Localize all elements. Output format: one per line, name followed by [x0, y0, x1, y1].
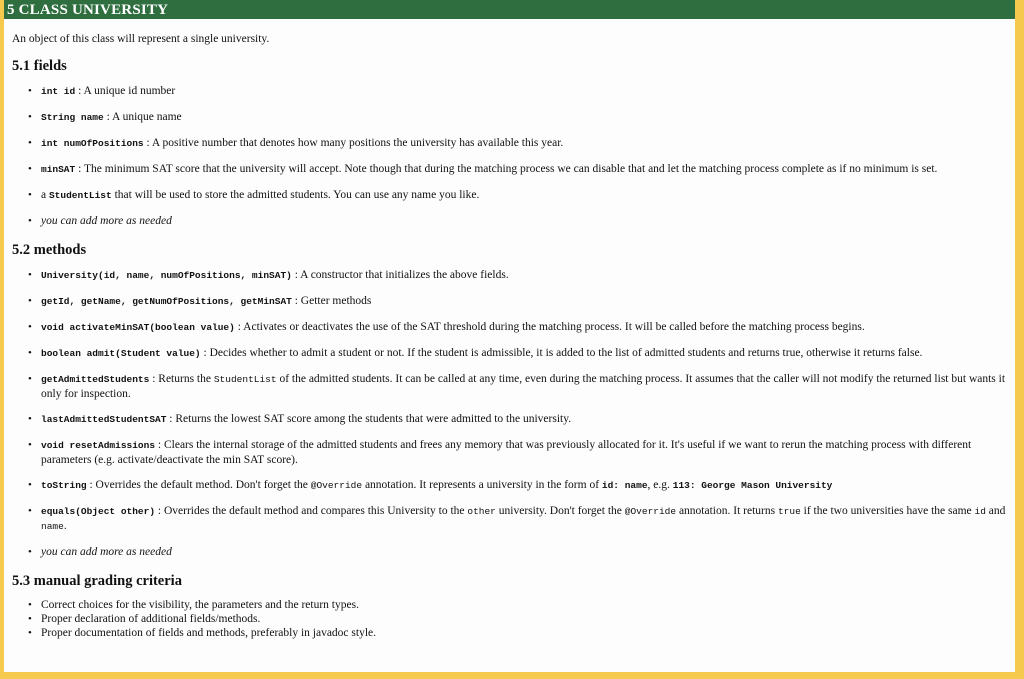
grading-heading: 5.3 manual grading criteria	[12, 573, 182, 589]
field-desc: that will be used to store the admitted students. You can use any name you like.	[111, 189, 480, 201]
field-desc: : The minimum SAT score that the university will accept. Note though that during the matching process we can disable that and let the matching process complete as if no minimum is set.	[75, 163, 938, 175]
field-item	[12, 84, 1007, 99]
field-code: int id	[41, 86, 76, 97]
method-code: getId, getName, getNumOfPositions, getMinSAT	[41, 296, 292, 307]
method-desc: annotation. It returns	[676, 505, 778, 517]
method-desc: : Decides whether to admit a student or not. If the student is admissible, it is added to the list of admitted students and returns true, otherwise it returns false.	[200, 347, 923, 359]
grading-item: • Proper documentation of fields and methods, preferably in javadoc style.	[12, 626, 1007, 640]
inline-code: id: name	[601, 480, 648, 491]
method-desc: and	[985, 505, 1006, 517]
field-more	[12, 214, 1007, 228]
method-desc: : Getter methods	[291, 295, 372, 307]
inline-code: @Override	[624, 506, 677, 517]
method-code: getAdmittedStudents	[41, 374, 150, 385]
field-desc: : A positive number that denotes how many positions the university has available this year.	[143, 137, 564, 149]
method-desc: : Overrides the default method. Don't forget the	[86, 479, 311, 491]
document-page	[4, 0, 1015, 672]
method-item	[12, 504, 1007, 534]
method-desc: , e.g.	[647, 479, 673, 491]
method-code: void resetAdmissions	[41, 440, 156, 451]
inline-code: true	[777, 506, 801, 517]
fields-heading: 5.1 fields	[12, 58, 67, 74]
inline-code: name	[41, 521, 64, 532]
inline-code: @Override	[310, 480, 363, 491]
method-code: lastAdmittedStudentSAT	[41, 414, 167, 425]
method-code: toString	[41, 480, 87, 491]
section-title: 5 CLASS UNIVERSITY	[4, 0, 1015, 19]
methods-heading: 5.2 methods	[12, 242, 87, 258]
field-prefix: a	[41, 189, 49, 201]
method-item	[12, 372, 1007, 401]
field-item	[12, 110, 1007, 125]
field-code: StudentList	[48, 190, 112, 201]
field-code: minSAT	[41, 164, 76, 175]
method-item	[12, 320, 1007, 335]
inline-code: id	[974, 506, 986, 517]
method-desc: : A constructor that initializes the above fields.	[291, 269, 509, 281]
method-more-text: you can add more as needed	[41, 546, 172, 558]
method-more	[12, 545, 1007, 559]
field-item	[12, 136, 1007, 151]
method-item	[12, 438, 1007, 467]
section-content	[4, 32, 1015, 640]
field-code: int numOfPositions	[41, 138, 144, 149]
field-code: String name	[41, 112, 104, 123]
method-code: void activateMinSAT(boolean value)	[41, 322, 235, 333]
method-code: equals(Object other)	[41, 506, 156, 517]
grading-item: • Proper declaration of additional fields/methods.	[12, 612, 1007, 626]
method-item	[12, 412, 1007, 427]
grading-list	[12, 598, 1007, 640]
method-desc: of the admitted students. It can be called at any time, even during the matching process. It assumes that the caller will not modify the returned list but wants it only for inspection.	[41, 373, 1006, 400]
fields-list	[12, 84, 1007, 228]
method-desc: annotation. It represents a university in the form of	[362, 479, 602, 491]
method-desc: university. Don't forget the	[495, 505, 625, 517]
method-desc: : Returns the	[149, 373, 214, 385]
inline-code: StudentList	[213, 374, 277, 385]
method-desc: : Activates or deactivates the use of the SAT threshold during the matching process. It will be called before the matching process begins.	[234, 321, 865, 333]
field-desc: : A unique id number	[75, 85, 176, 97]
methods-list	[12, 268, 1007, 559]
method-item	[12, 294, 1007, 309]
method-item	[12, 346, 1007, 361]
method-code: boolean admit(Student value)	[41, 348, 201, 359]
method-desc: : Clears the internal storage of the admitted students and frees any memory that was previously allocated for it. It's useful if we want to rerun the matching process with different parameters (e.g. activate/deactivate the min SAT score).	[41, 439, 972, 466]
method-desc: : Overrides the default method and compares this University to the	[155, 505, 468, 517]
intro-text: An object of this class will represent a single university.	[12, 33, 270, 45]
method-item	[12, 478, 1007, 493]
method-desc: .	[63, 520, 67, 532]
field-item	[12, 188, 1007, 203]
method-desc: : Returns the lowest SAT score among the students that were admitted to the university.	[166, 413, 572, 425]
field-item	[12, 162, 1007, 177]
field-desc: : A unique name	[103, 111, 182, 123]
method-item	[12, 268, 1007, 283]
grading-item: • Correct choices for the visibility, the parameters and the return types.	[12, 598, 1007, 612]
method-desc: if the two universities have the same	[800, 505, 975, 517]
inline-code: other	[467, 506, 496, 517]
method-code: University(id, name, numOfPositions, minSAT)	[41, 270, 292, 281]
inline-code: 113: George Mason University	[672, 480, 833, 491]
field-more-text: you can add more as needed	[41, 215, 172, 227]
